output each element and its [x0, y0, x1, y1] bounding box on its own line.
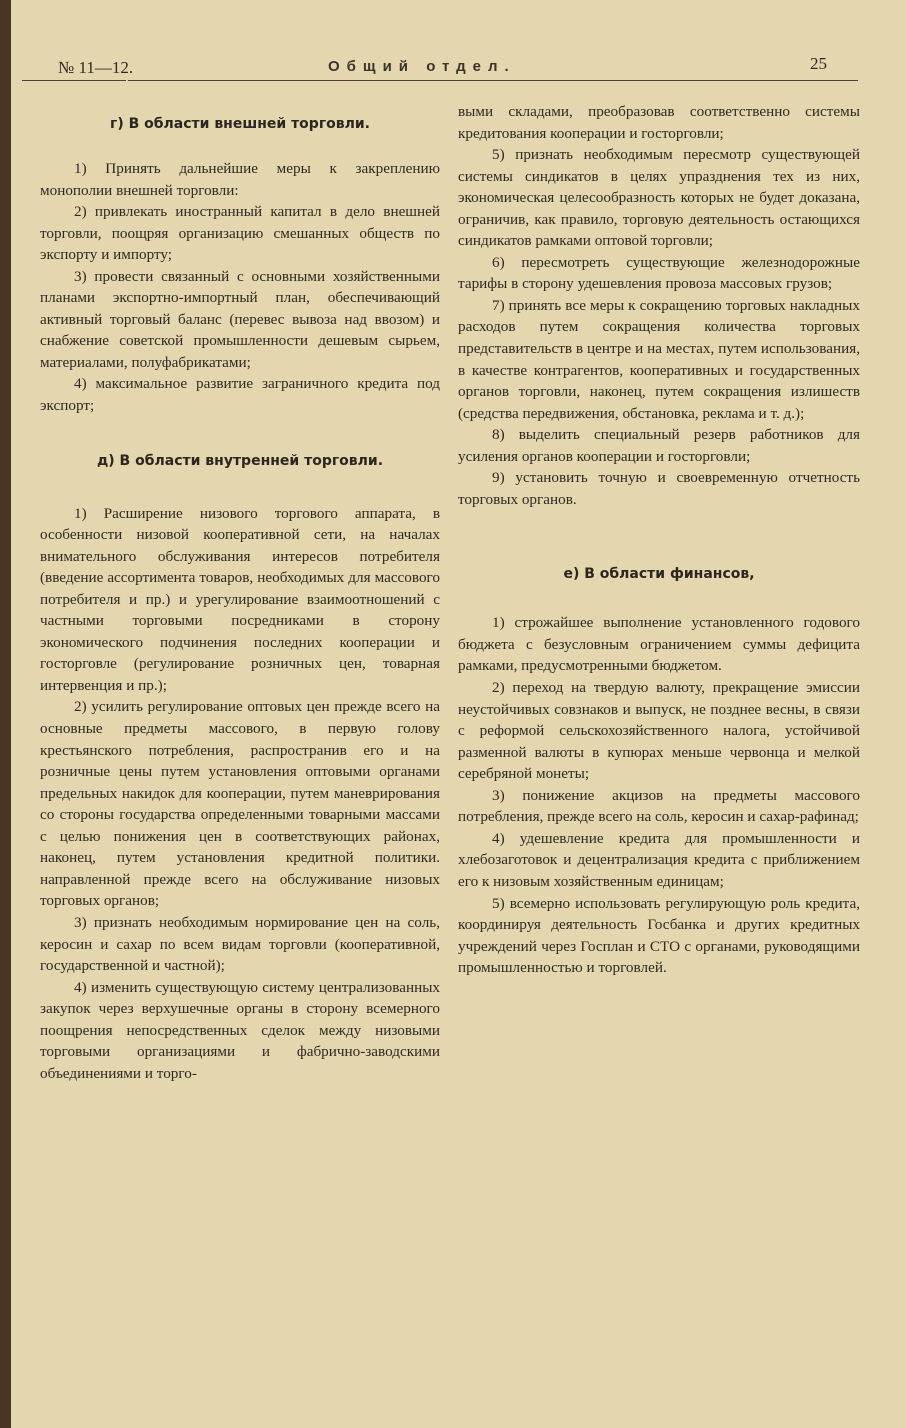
right-column — [458, 101, 860, 979]
section-heading: Общий отдел. — [328, 58, 516, 75]
paragraph: 7) принять все меры к сокращению торговых накладных расходов путем сокращения количества торговых представительств в центре и на местах, путем использования, в качестве контрагентов, кооперативных и государственных органов торговли, наконец, путем сокращения излишеств (средства передвижения, обстановка, реклама и т. д.); — [458, 296, 860, 422]
paragraph: 2) переход на твердую валюту, прекращение эмиссии неустойчивых совзнаков и выпуск, не позднее весны, в связи с реформой сельскохозяйственного налога, устойчивой разменной валюты в купюрах меньше червонца и мелкой серебряной монеты; — [458, 679, 860, 783]
left-column — [40, 100, 440, 1084]
paragraph: 3) провести связанный с основными хозяйственными планами экспортно-импортный план, обеспечивающий активный торговый баланс (перевес вывоза над ввозом) и снабжение советской промышленности дешевым сырьем, материалами, полуфабрикатами; — [40, 267, 440, 371]
section-title-foreign-trade: г) В области внешней торговли. — [110, 116, 370, 132]
paragraph: 4) максимальное развитие заграничного кредита под экспорт; — [40, 375, 440, 415]
paragraph: 6) пересмотреть существующие железнодорожные тарифы в сторону удешевления провоза массовых грузов; — [458, 253, 860, 293]
page-binding-edge — [0, 0, 11, 1428]
paragraph: 1) Принять дальнейшие меры к закреплению монополии внешней торговли: — [40, 160, 440, 199]
section-title-domestic-trade: д) В области внутренней торговли. — [96, 452, 384, 469]
paragraph: 4) удешевление кредита для промышленности и хлебозаготовок и децентрализация кредита с приближением его к низовым хозяйственным единицам; — [458, 829, 860, 890]
paragraph: 3) признать необходимым нормирование цен на соль, керосин и сахар по всем видам торговли (кооперативной, государственной и частной); — [40, 913, 440, 975]
header-rule-left — [22, 80, 126, 81]
paragraph-continuation: выми складами, преобразовав соответственно системы кредитования кооперации и госторговли; — [458, 103, 860, 142]
paragraph: 1) строжайшее выполнение установленного годового бюджета с безусловным ограничением суммы дефицита рамками, предусмотренными бюджетом. — [458, 614, 860, 675]
paragraph: 2) усилить регулирование оптовых цен прежде всего на основные предметы массового, в первую голову крестьянского потребления, распространив его и на розничные цены путем установления оптовыми органами предельных накидок для кооперации, путем маневрирования со стороны государства определенными товарными массами с целью понижения цен в соответствующих районах, наконец, путем установления кредитной политики. направленной прежде всего на обслуживание низовых торговых органов; — [40, 698, 440, 910]
paragraph: 1) Расширение низового торгового аппарата, в особенности низовой кооперативной сети, на началах внимательного обслуживания интересов потребителя (введение ассортимента товаров, необходимых для массового потребителя и пр.) и урегулирование взаимоотношений с частными торговыми посредниками в сторону экономического подчинения последних кооперации и госторговле (регулирование розничных цен, товарная интервенция и пр.); — [40, 504, 440, 694]
page-number: 25 — [810, 54, 827, 73]
paragraph: 5) признать необходимым пересмотр существующей системы синдикатов в целях упразднения тех из них, экономическая целесообразность которых не будет доказана, ограничив, как правило, торговую деятельность остающихся синдикатов рамками оптовой торговли; — [458, 146, 860, 250]
section-title-finance: е) В области финансов, — [563, 566, 755, 583]
paragraph: 2) привлекать иностранный капитал в дело внешней торговли, поощряя организацию смешанных обществ по экспорту и импорту; — [40, 203, 440, 264]
paragraph: 3) понижение акцизов на предметы массового потребления, прежде всего на соль, керосин и сахар-рафинад; — [458, 786, 860, 826]
issue-number: № 11—12. — [58, 58, 134, 77]
paragraph: 8) выделить специальный резерв работников для усиления органов кооперации и госторговли; — [458, 426, 860, 465]
header-rule — [128, 80, 858, 81]
paragraph: 5) всемерно использовать регулирующую роль кредита, координируя деятельность Госбанка и других кредитных учреждений через Госплан и СТО с органами, руководящими промышленностью и торговлей. — [458, 894, 860, 977]
paragraph: 4) изменить существующую систему централизованных закупок через верхушечные органы в сторону всемерного поощрения непосредственных сделок между низовыми торговыми организациями и фабрично-заводскими объединениями и торго- — [40, 978, 440, 1082]
paragraph: 9) установить точную и своевременную отчетность торговых органов. — [458, 469, 860, 508]
